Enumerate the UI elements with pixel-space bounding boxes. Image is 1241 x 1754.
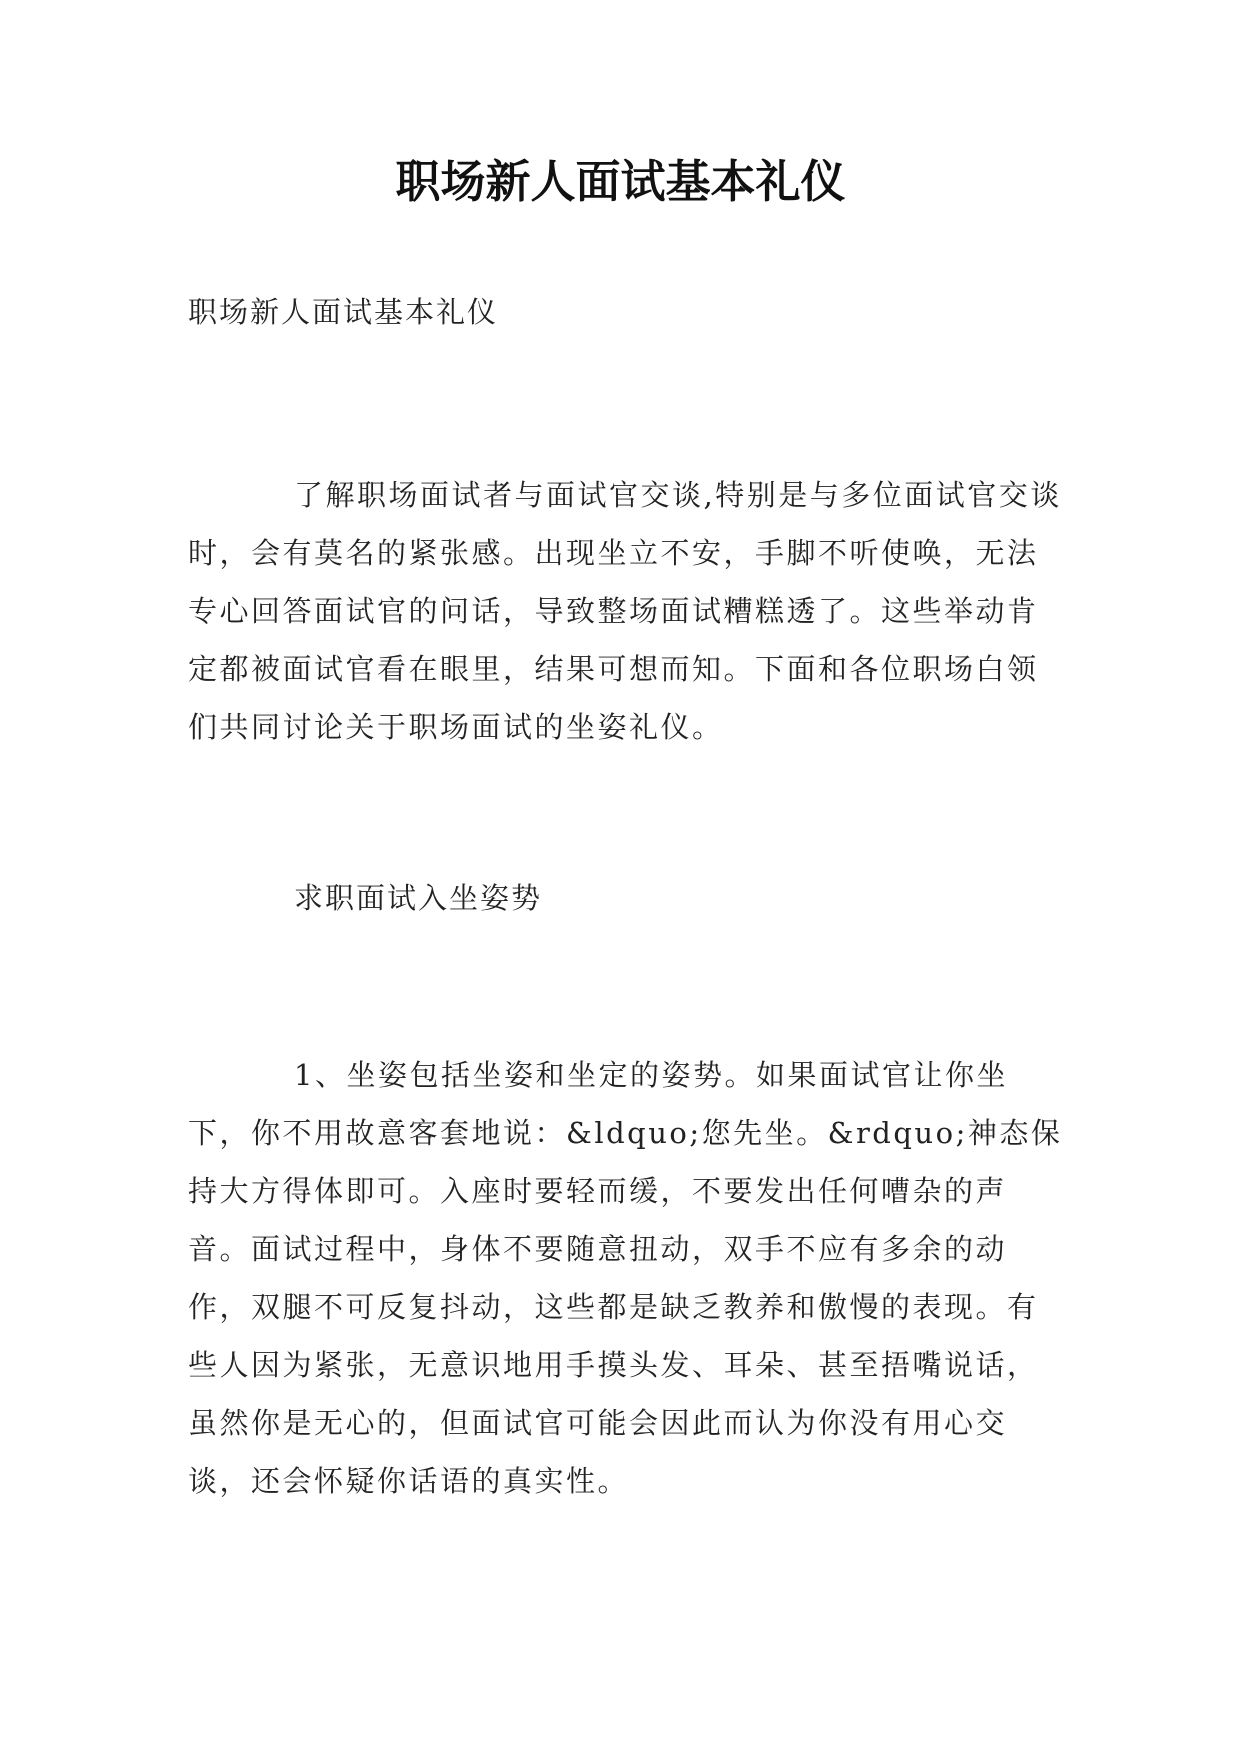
section-heading: 求职面试入坐姿势: [294, 881, 543, 915]
document-title: 职场新人面试基本礼仪: [395, 155, 846, 208]
point-1-paragraph: 1、坐姿包括坐姿和坐定的姿势。如果面试官让你坐下，你不用故意客套地说：&ldquo;您先坐。&rdquo;神态保持大方得体即可。入座时要轻而缓，不要发出任何嘈杂的声音。面试过程中，身体不要随意扭动，双手不应有多余的动作，双腿不可反复抖动，这些都是缺乏教养和傲慢的表现。有些人因为紧张，无意识地用手摸头发、耳朵、甚至捂嘴说话，虽然你是无心的，但面试官可能会因此而认为你没有用心交谈，还会怀疑你话语的真实性。: [188, 1058, 1063, 1498]
document-subtitle: 职场新人面试基本礼仪: [188, 295, 499, 329]
intro-paragraph: 了解职场面试者与面试官交谈,特别是与多位面试官交谈时，会有莫名的紧张感。出现坐立不安，手脚不听使唤，无法专心回答面试官的问话，导致整场面试糟糕透了。这些举动肯定都被面试官看在眼里，结果可想而知。下面和各位职场白领们共同讨论关于职场面试的坐姿礼仪。: [188, 478, 1062, 744]
